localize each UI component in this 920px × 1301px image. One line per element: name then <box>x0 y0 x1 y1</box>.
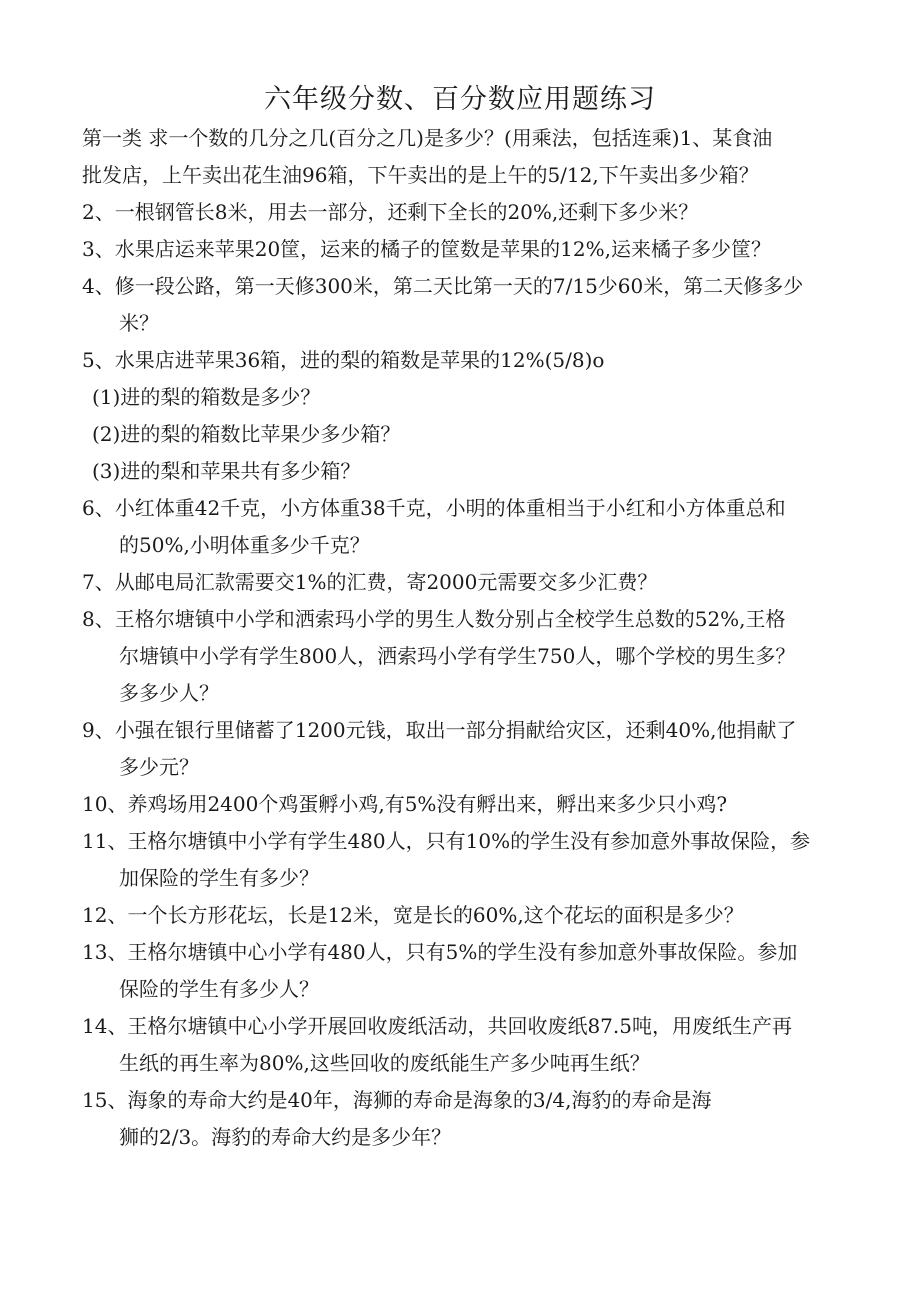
problem-7 <box>82 564 852 601</box>
text-line: 9、小强在银行里储蓄了1200元钱，取出一部分捐献给灾区，还剩40%,他捐献了 <box>82 718 797 742</box>
text-line: 批发店，上午卖出花生油96箱，下午卖出的是上午的5/12,下午卖出多少箱？ <box>82 163 759 187</box>
problem-5 <box>82 342 852 490</box>
sub-question: (1)进的梨的箱数是多少？ <box>92 385 321 409</box>
text-line: 10、养鸡场用2400个鸡蛋孵小鸡,有5%没有孵出来，孵出来多少只小鸡? <box>82 792 728 816</box>
text-line: 的50%,小明体重多少千克？ <box>119 533 370 557</box>
text-line: 2、一根钢管长8米，用去一部分，还剩下全长的20%,还剩下多少米？ <box>82 200 699 224</box>
text-line: 7、从邮电局汇款需要交1%的汇费，寄2000元需要交多少汇费？ <box>82 570 658 594</box>
problem-2 <box>82 194 852 231</box>
problem-4 <box>82 268 852 342</box>
problem-15 <box>82 1082 852 1156</box>
text-line: 6、小红体重42千克，小方体重38千克，小明的体重相当于小红和小方体重总和 <box>82 496 786 520</box>
sub-question: (3)进的梨和苹果共有多少箱？ <box>92 459 361 483</box>
text-line: 14、王格尔塘镇中心小学开展回收废纸活动，共回收废纸87.5吨，用废纸生产再 <box>82 1014 792 1038</box>
problem-10 <box>82 786 852 823</box>
problem-12 <box>82 897 852 934</box>
problem-3 <box>82 231 852 268</box>
sub-question: (2)进的梨的箱数比苹果少多少箱？ <box>92 422 401 446</box>
text-line: 11、王格尔塘镇中小学有学生480人，只有10%的学生没有参加意外事故保险，参 <box>82 829 811 853</box>
problem-8 <box>82 601 852 712</box>
text-line: 15、海象的寿命大约是40年，海狮的寿命是海象的3/4,海豹的寿命是海 <box>82 1088 712 1112</box>
text-line: 5、水果店进苹果36箱，进的梨的箱数是苹果的12%(5/8)o <box>82 348 605 372</box>
problem-13 <box>82 934 852 1008</box>
text-line: 13、王格尔塘镇中心小学有480人，只有5%的学生没有参加意外事故保险。参加 <box>82 940 798 964</box>
text-line: 3、水果店运来苹果20筐，运来的橘子的筐数是苹果的12%,运来橘子多少筐？ <box>82 237 771 261</box>
page-title: 六年级分数、百分数应用题练习 <box>264 84 656 115</box>
text-line: 保险的学生有多少人？ <box>119 977 319 1001</box>
problem-14 <box>82 1008 852 1082</box>
problem-9 <box>82 712 852 786</box>
problem-11 <box>82 823 852 897</box>
text-line: 12、一个长方形花坛，长是12米，宽是长的60%,这个花坛的面积是多少？ <box>82 903 744 927</box>
text-line: 4、修一段公路，第一天修300米，第二天比第一天的7/15少60米，第二天修多少 <box>82 274 804 298</box>
text-line: 多少元？ <box>119 755 199 779</box>
text-line: 8、王格尔塘镇中小学和洒索玛小学的男生人数分别占全校学生总数的52%,王格 <box>82 607 786 631</box>
problem-6 <box>82 490 852 564</box>
text-line: 尔塘镇中小学有学生800人，洒索玛小学有学生750人，哪个学校的男生多？ <box>119 644 796 668</box>
text-line: 多多少人？ <box>119 681 219 705</box>
text-line: 狮的2/3。海豹的寿命大约是多少年？ <box>119 1125 452 1149</box>
text-line: 加保险的学生有多少？ <box>119 866 319 890</box>
text-line: 生纸的再生率为80%,这些回收的废纸能生产多少吨再生纸？ <box>119 1051 650 1075</box>
text-line: 第一类 求一个数的几分之几(百分之几)是多少？(用乘法，包括连乘)1、某食油 <box>82 126 773 150</box>
text-line: 米？ <box>119 311 159 335</box>
section-intro-problem-1 <box>82 120 852 194</box>
problem-list <box>82 120 852 1156</box>
